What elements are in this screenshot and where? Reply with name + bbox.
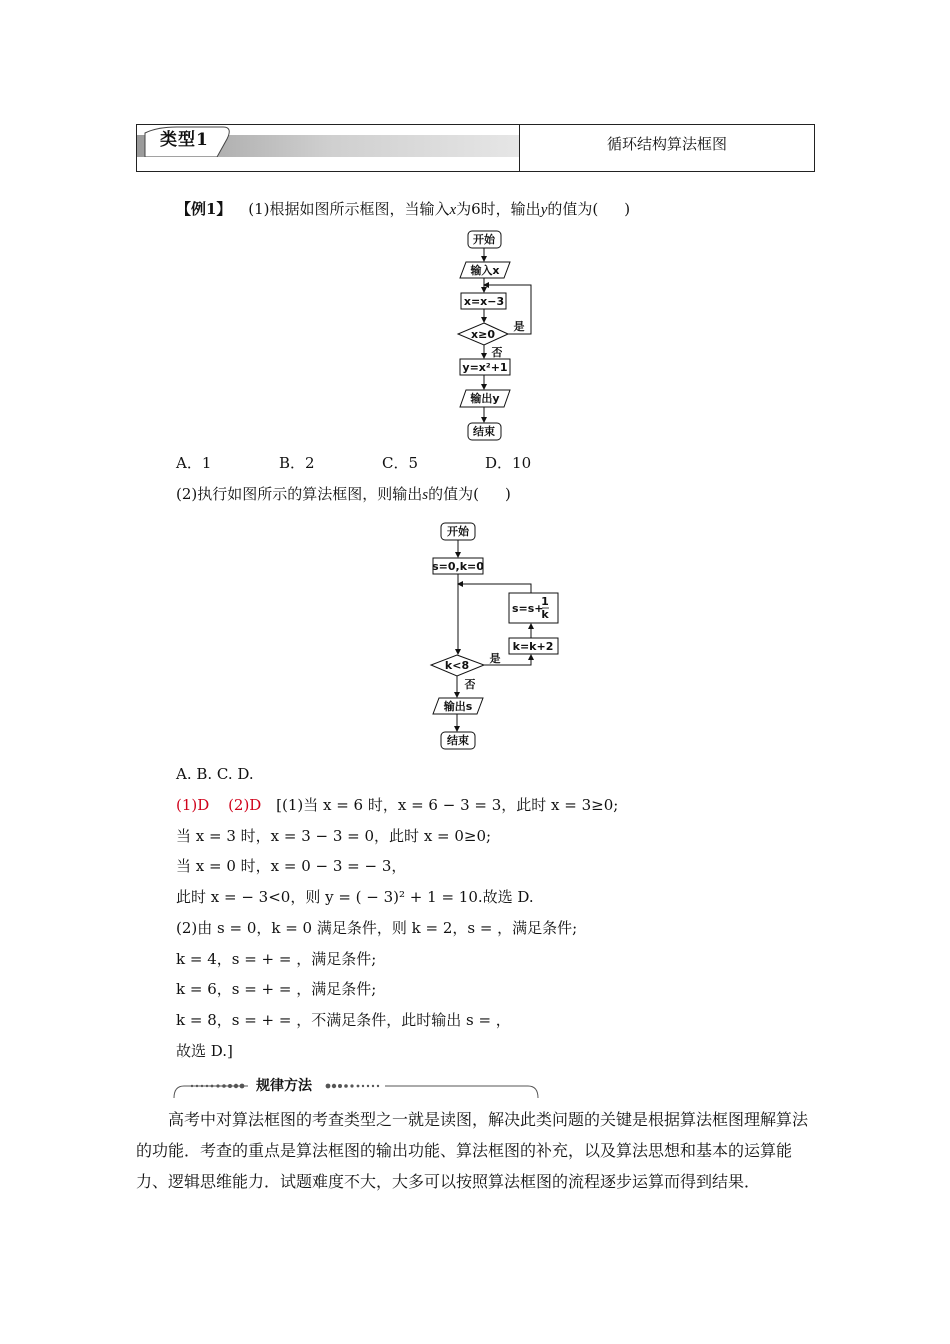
solution-text-1: [(1)当 x = 6 时，x = 6 − 3 = 3，此时 x = 3≥0; — [276, 796, 619, 814]
section-title: 循环结构算法框图 — [606, 135, 727, 153]
solution-line-4: 此时 x = − 3<0，则 y = ( − 3)² + 1 = 10.故选 D. — [176, 888, 534, 906]
solution-line-5: (2)由 s = 0，k = 0 满足条件，则 k = 2，s = ，满足条件; — [176, 919, 578, 937]
method-heading-ornament — [170, 1072, 542, 1102]
fc1-yes-label: 是 — [513, 320, 525, 333]
solution-line-9: 故选 D.] — [176, 1042, 233, 1060]
fc2-loop-arrow — [458, 584, 531, 593]
fc1-input-text: 输入x — [470, 264, 500, 277]
flowchart-1 — [440, 226, 550, 446]
solution-line-1 — [176, 795, 618, 815]
fc1-start-text: 开始 — [473, 233, 495, 246]
fc2-start-text: 开始 — [447, 525, 469, 538]
q1-prompt-mid1: 为6时，输出 — [456, 200, 541, 218]
q1-option-a: A．1 — [176, 454, 212, 472]
fc1-no-label: 否 — [491, 346, 503, 359]
fc2-update-k-text: k=k+2 — [512, 640, 554, 653]
q2-prompt-mid: 的值为( — [428, 485, 479, 503]
answer-1: (1)D — [176, 796, 210, 814]
fc2-end-text: 结束 — [447, 734, 469, 747]
fc2-condition-text: k<8 — [444, 659, 470, 672]
fc1-end-text: 结束 — [473, 425, 495, 438]
q1-prompt-end: ) — [624, 200, 631, 218]
q2-prompt-pre: (2)执行如图所示的算法框图，则输出 — [176, 485, 423, 503]
fc2-no-label: 否 — [464, 678, 476, 691]
q2-prompt-end: ) — [504, 485, 511, 503]
method-paragraph: 高考中对算法框图的考查类型之一就是读图，解决此类问题的关键是根据算法框图理解算法的功能．考查的重点是算法框图的输出功能、算法框图的补充，以及算法思想和基本的运算能力、逻辑思维能力．试题难度不大，大多可以按照算法框图的流程逐步运算而得到结果． — [136, 1110, 809, 1191]
q2-options: A. B. C. D. — [176, 765, 254, 783]
q1-option-c: C．5 — [382, 454, 419, 472]
example-question-2 — [176, 484, 511, 505]
q2-var-s: s — [422, 487, 429, 503]
fc1-output-text: 输出y — [470, 392, 500, 405]
fc2-yes-label: 是 — [489, 652, 501, 665]
q1-option-d: D．10 — [485, 454, 532, 472]
q1-prompt-mid2: 的值为( — [547, 200, 599, 218]
fc2-update-s-num: 1 — [541, 595, 549, 608]
fc1-compute-text: y=x²+1 — [462, 361, 508, 374]
example-question-1 — [176, 199, 630, 220]
method-heading: 规律方法 — [256, 1078, 312, 1094]
fc2-update-s-den: k — [541, 608, 549, 621]
section-tag-label: 类型1 — [160, 130, 209, 150]
q1-var-x: x — [449, 202, 457, 218]
solution-line-3: 当 x = 0 时，x = 0 − 3 = − 3， — [176, 857, 407, 875]
solution-line-2: 当 x = 3 时，x = 3 − 3 = 0，此时 x = 0≥0; — [176, 827, 492, 845]
fc2-output-text: 输出s — [443, 700, 473, 713]
fc2-update-s-text: s=s+ — [512, 602, 544, 615]
fc1-assign-text: x=x−3 — [463, 295, 505, 308]
flowchart-2 — [425, 518, 565, 754]
answer-2: (2)D — [228, 796, 262, 814]
solution-line-7: k = 6，s = + = ，满足条件; — [176, 980, 377, 998]
fc1-condition-text: x≥0 — [471, 328, 495, 341]
q1-option-b: B．2 — [279, 454, 315, 472]
fc2-init-text: s=0,k=0 — [432, 560, 484, 573]
q1-prompt-pre: (1)根据如图所示框图，当输入 — [248, 200, 450, 218]
example-label: 【例1】 — [176, 200, 232, 218]
solution-line-8: k = 8，s = + = ，不满足条件，此时输出 s = ， — [176, 1011, 511, 1029]
solution-line-6: k = 4，s = + = ，满足条件; — [176, 950, 377, 968]
q1-var-y: y — [540, 202, 548, 218]
